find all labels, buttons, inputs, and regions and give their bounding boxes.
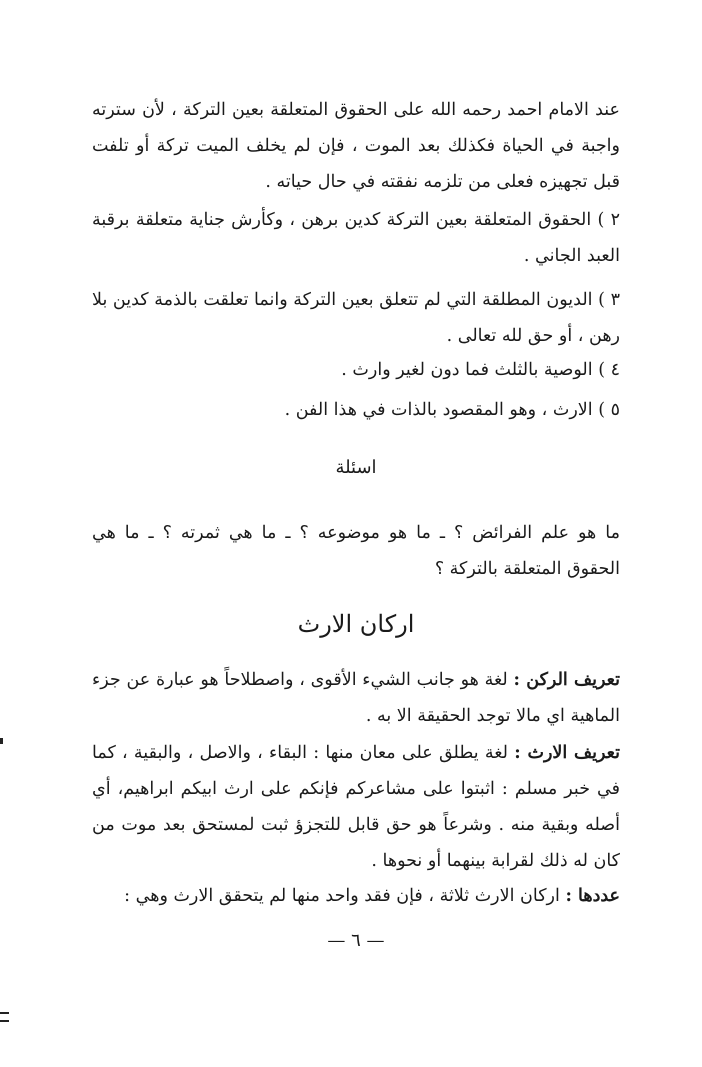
questions-heading: اسئلة bbox=[335, 457, 377, 478]
pillars-count-label: عددها : bbox=[565, 886, 620, 906]
list-item-2: ٢ ) الحقوق المتعلقة بعين التركة كدين برهن ، وكأرش جناية متعلقة برقبة العبد الجاني . bbox=[92, 210, 620, 266]
definition-irth-text: لغة يطلق على معان منها : البقاء ، والاصل ، والبقية ، كما في خبر مسلم : اثبتوا على مشاعركم فإنكم على ارث ابيكم ابراهيم، أي أصله وبقية منه . وشرعاً هو حق قابل للتجزؤ ثبت لمستحق بعد موت من كان له ذلك لقرابة بينهما أو نحوها . bbox=[92, 743, 620, 871]
definition-irth bbox=[92, 735, 620, 879]
definition-rukn-label: تعريف الركن : bbox=[513, 670, 620, 690]
paragraph-funeral-costs: عند الامام احمد رحمه الله على الحقوق المتعلقة بعين التركة ، لأن سترته واجبة في الحياة فكذلك بعد الموت ، فإن لم يخلف الميت تركة أو تلفت قبل تجهيزه فعلى من تلزمه نفقته في حال حياته . bbox=[92, 100, 620, 192]
definition-rukn bbox=[92, 662, 620, 734]
list-item-4: ٤ ) الوصية بالثلث فما دون لغير وارث . bbox=[341, 360, 620, 380]
page-number: — ٦ — bbox=[327, 930, 385, 951]
list-item-3: ٣ ) الديون المطلقة التي لم تتعلق بعين التركة وانما تعلقت بالذمة كدين بلا رهن ، أو حق لله تعالى . bbox=[92, 290, 620, 346]
definition-rukn-text: لغة هو جانب الشيء الأقوى ، واصطلاحاً هو عبارة عن جزء الماهية اي مالا توجد الحقيقة الا به . bbox=[92, 670, 620, 726]
scan-edge-mark bbox=[0, 738, 3, 744]
section-title: اركان الارث bbox=[297, 610, 415, 638]
pillars-count bbox=[92, 878, 620, 914]
scan-edge-mark bbox=[0, 1012, 9, 1014]
questions-paragraph: ما هو علم الفرائض ؟ ـ ما هو موضوعه ؟ ـ ما هي ثمرته ؟ ـ ما هي الحقوق المتعلقة بالتركة ؟ bbox=[92, 523, 620, 579]
list-item-5: ٥ ) الارث ، وهو المقصود بالذات في هذا الفن . bbox=[284, 400, 620, 420]
definition-irth-label: تعريف الارث : bbox=[514, 743, 620, 763]
pillars-count-text: اركان الارث ثلاثة ، فإن فقد واحد منها لم يتحقق الارث وهي : bbox=[124, 886, 560, 906]
scan-edge-mark bbox=[0, 1020, 9, 1022]
